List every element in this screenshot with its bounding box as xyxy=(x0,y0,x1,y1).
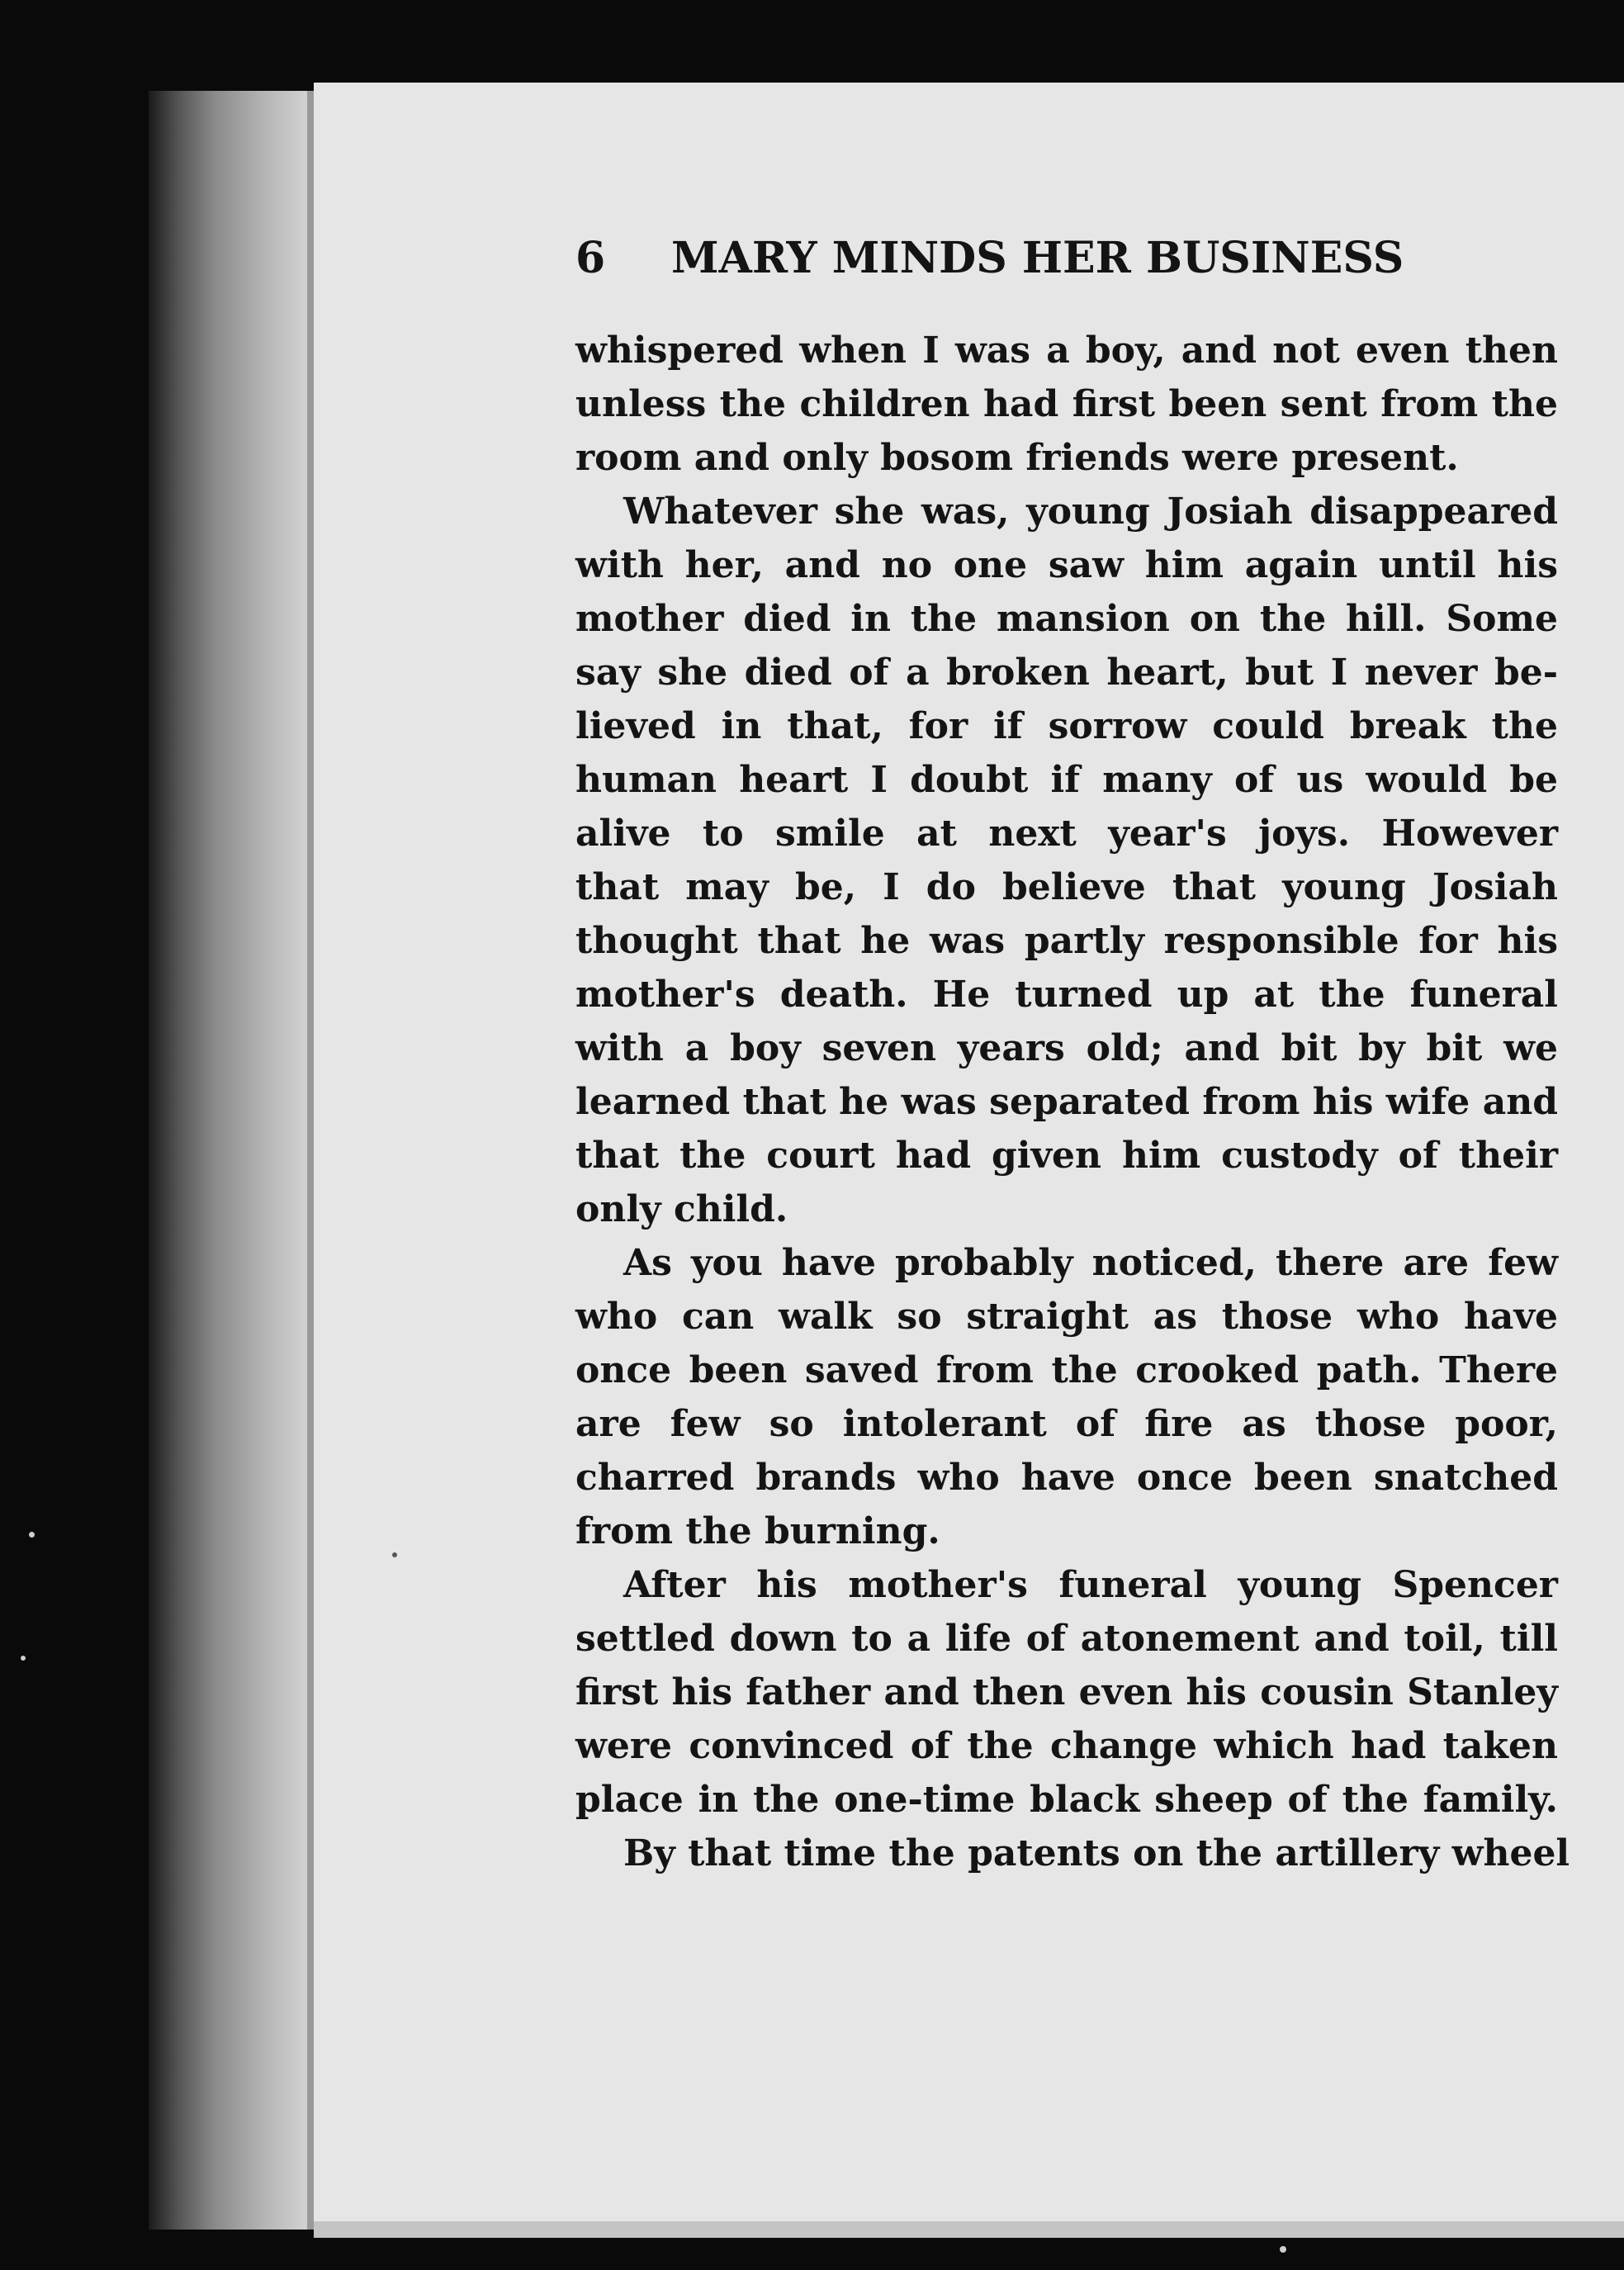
text-line: only child. xyxy=(575,1188,788,1230)
text-line: say she died of a broken heart, but I never be- xyxy=(575,652,1558,694)
scan-speck xyxy=(29,1532,35,1538)
book-spine-gutter xyxy=(149,91,314,2230)
text-line: alive to smile at next year's joys. However xyxy=(575,813,1558,855)
text-line: place in the one-time black sheep of the family. xyxy=(575,1779,1558,1821)
page-number: 6 xyxy=(575,233,606,283)
book-title: MARY MINDS HER BUSINESS xyxy=(671,233,1404,283)
running-head xyxy=(575,233,1591,283)
body-text xyxy=(575,324,1570,1880)
text-line: learned that he was separated from his wife and xyxy=(575,1081,1558,1123)
text-line: By that time the patents on the artillery wheel xyxy=(623,1832,1570,1874)
text-line: who can walk so straight as those who have xyxy=(575,1296,1558,1338)
text-line: lieved in that, for if sorrow could break the xyxy=(575,705,1558,747)
text-line: with a boy seven years old; and bit by bit we xyxy=(575,1027,1558,1069)
text-line: from the burning. xyxy=(575,1510,940,1552)
text-line: whispered when I was a boy, and not even then xyxy=(575,329,1558,372)
scan-speck xyxy=(392,1552,397,1557)
page-bottom-edge xyxy=(314,2221,1624,2238)
text-line: As you have probably noticed, there are few xyxy=(623,1242,1558,1284)
text-line: with her, and no one saw him again until his xyxy=(575,544,1558,586)
text-line: first his father and then even his cousin Stanley xyxy=(575,1671,1558,1713)
text-line: room and only bosom friends were present. xyxy=(575,437,1459,479)
text-line: are few so intolerant of fire as those poor, xyxy=(575,1403,1558,1445)
text-line: human heart I doubt if many of us would be xyxy=(575,759,1558,801)
page-edge xyxy=(307,91,314,2230)
text-line: thought that he was partly responsible for his xyxy=(575,920,1558,962)
scan-speck xyxy=(1280,2246,1286,2253)
scan-speck xyxy=(21,1656,26,1661)
text-line: were convinced of the change which had taken xyxy=(575,1725,1558,1767)
text-line: Whatever she was, young Josiah disappeared xyxy=(623,490,1558,533)
text-line: once been saved from the crooked path. There xyxy=(575,1349,1558,1391)
text-line: charred brands who have once been snatched xyxy=(575,1457,1558,1499)
text-line: unless the children had first been sent from the xyxy=(575,383,1558,425)
text-line: settled down to a life of atonement and toil, till xyxy=(575,1618,1558,1660)
text-line: that may be, I do believe that young Josiah xyxy=(575,866,1558,908)
text-line: that the court had given him custody of their xyxy=(575,1135,1558,1177)
text-line: After his mother's funeral young Spencer xyxy=(623,1564,1558,1606)
text-line: mother's death. He turned up at the funeral xyxy=(575,974,1558,1016)
text-line: mother died in the mansion on the hill. Some xyxy=(575,598,1558,640)
